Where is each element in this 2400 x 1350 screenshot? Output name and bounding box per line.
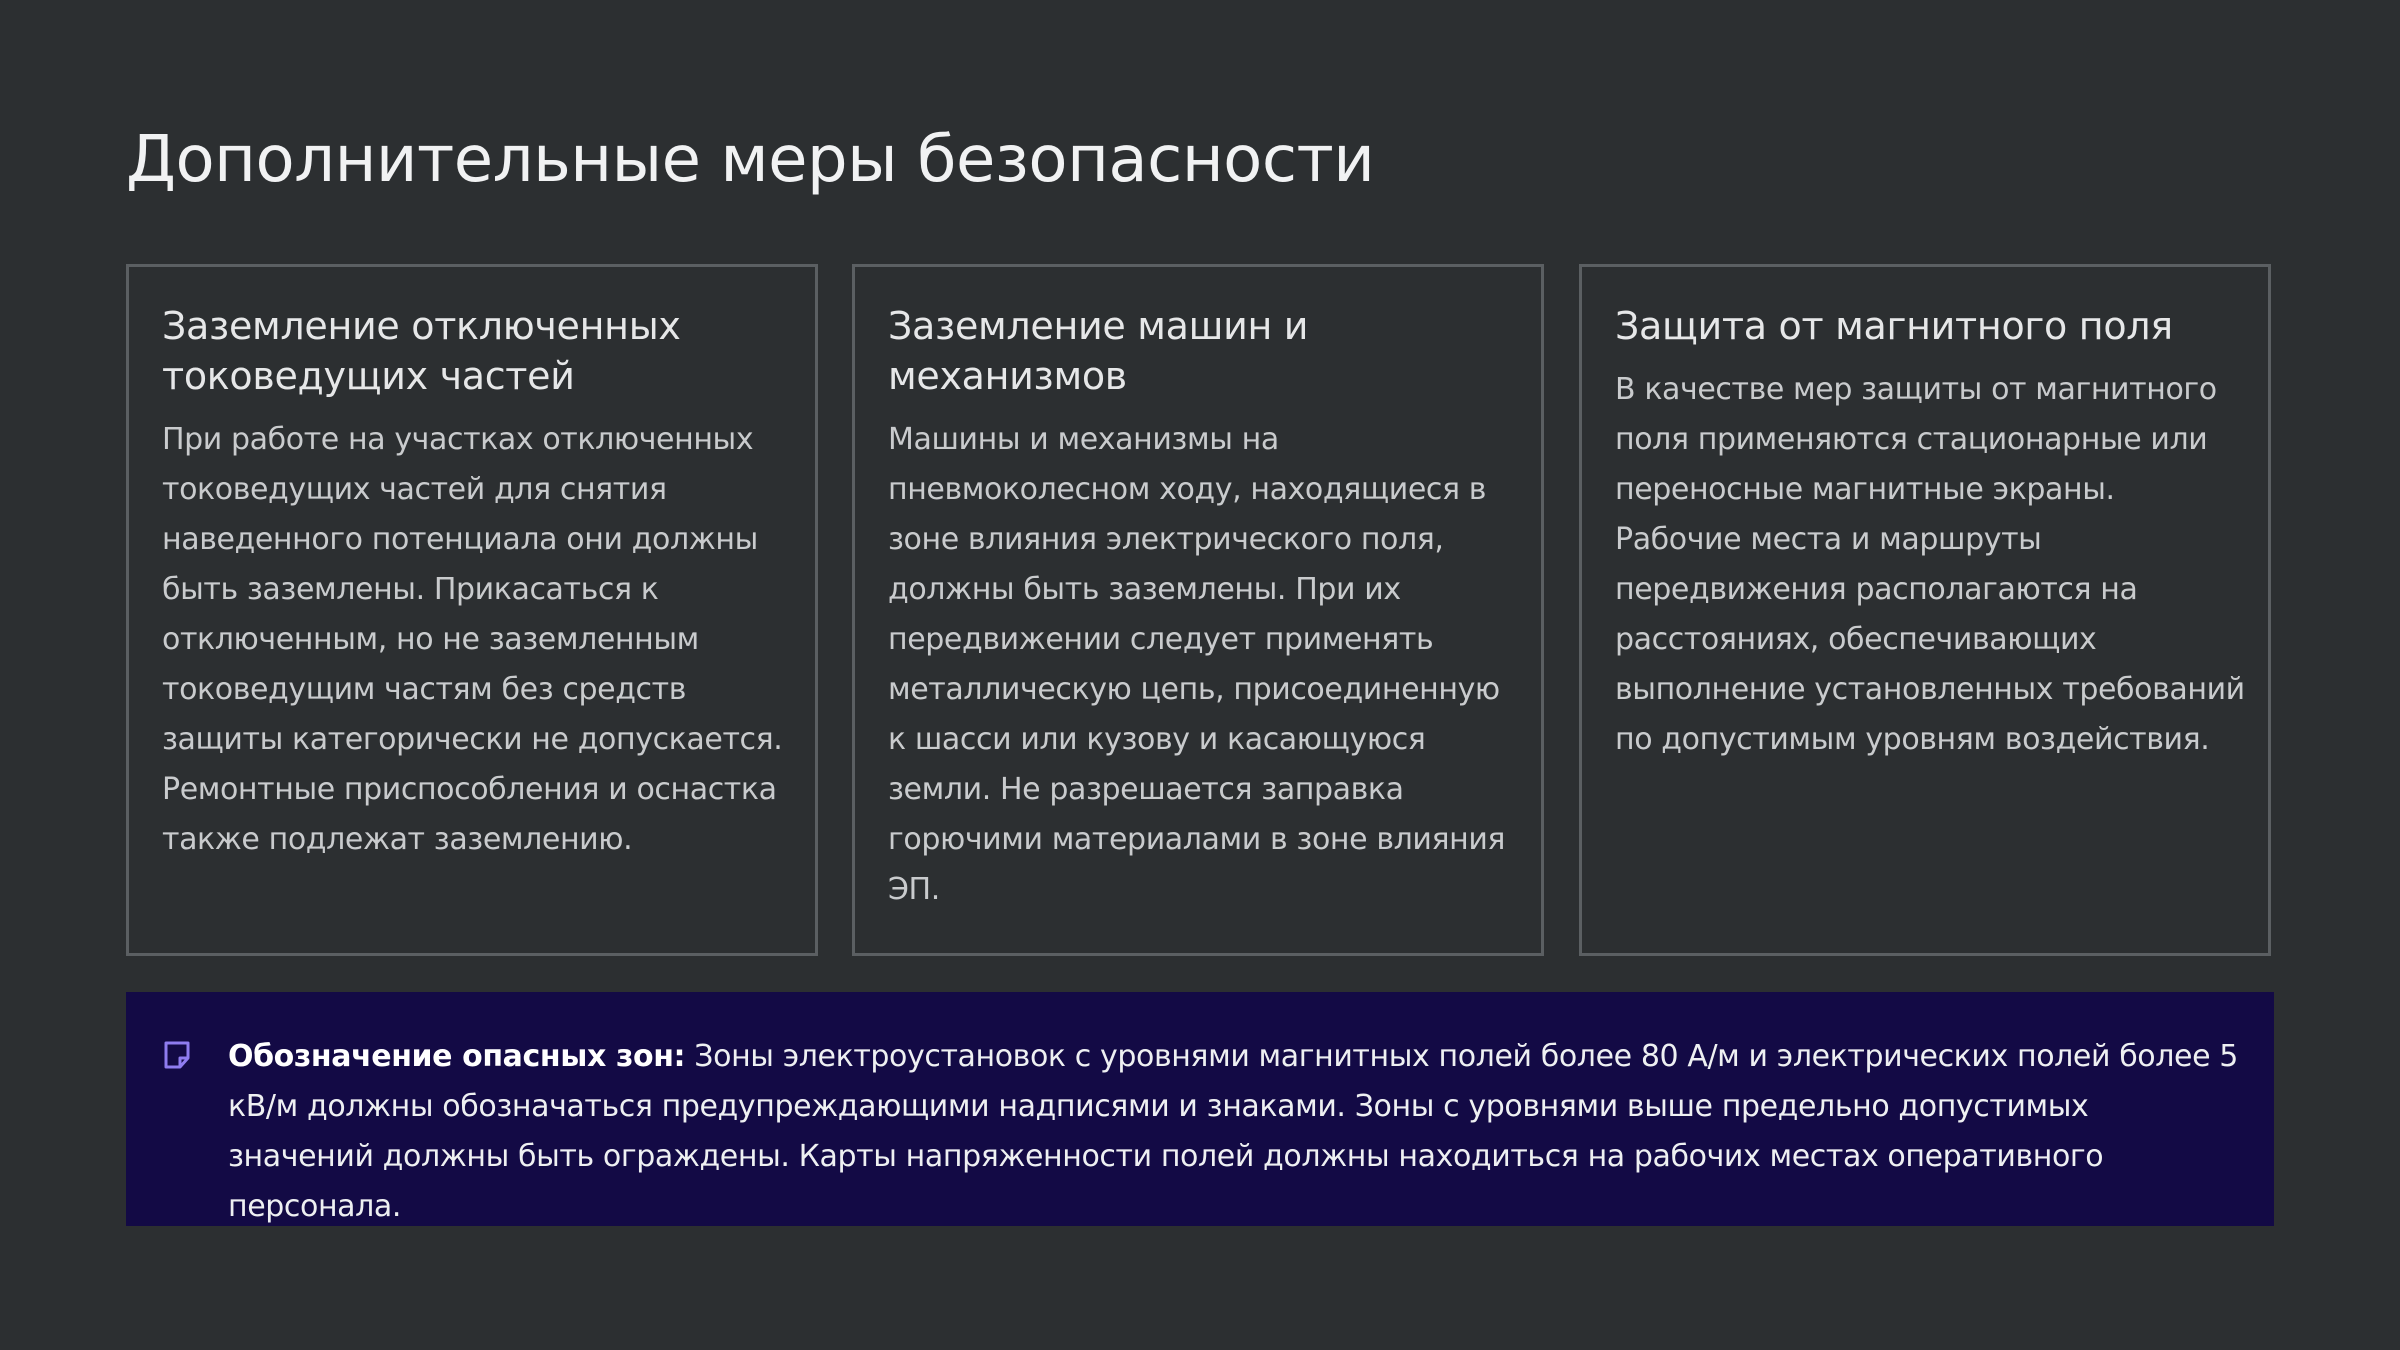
hazard-zones-note [126,992,2274,1226]
card-text: Машины и механизмы на пневмоколесном ходу, находящиеся в зоне влияния электрического поля, должны быть заземлены. При их передвижении следует применять металлическую цепь, присоединенную к шасси или кузову и касающуюся земли. Не разрешается заправка горючими материалами в зоне влияния ЭП. [888,422,1506,907]
card-content [162,301,792,865]
card-title: Заземление отключенных токоведущих частей [162,304,681,398]
card-content [888,301,1518,915]
card-content [1615,301,2245,765]
card-text: В качестве мер защиты от магнитного поля применяются стационарные или переносные магнитные экраны. Рабочие места и маршруты передвижения располагаются на расстояниях, обеспечивающих выполнение установленных требований по допустимым уровням воздействия. [1615,372,2245,757]
card-magnetic-field-protection [1579,264,2271,956]
card-text: При работе на участках отключенных токоведущих частей для снятия наведенного потенциала они должны быть заземлены. Прикасаться к отключенным, но не заземленным токоведущим частям без средств защиты категорически не допускается. Ремонтные приспособления и оснастка также подлежат заземлению. [162,422,783,857]
note-body: Зоны электроустановок с уровнями магнитных полей более 80 А/м и электрических полей более 5 кВ/м должны обозначаться предупреждающими надписями и знаками. Зоны с уровнями выше предельно допустимых значений должны быть ограждены. Карты напряженности полей должны находиться на рабочих местах оперативного персонала. [228,1039,2238,1224]
note-icon [162,1040,192,1070]
card-grounding-machines [852,264,1544,956]
cards-row [126,264,2274,956]
card-title: Защита от магнитного поля [1615,304,2173,348]
note-text [228,1032,2238,1232]
card-title: Заземление машин и механизмов [888,304,1309,398]
note-label: Обозначение опасных зон: [228,1039,686,1074]
page-title: Дополнительные меры безопасности [126,123,1375,197]
card-grounding-disconnected-parts [126,264,818,956]
